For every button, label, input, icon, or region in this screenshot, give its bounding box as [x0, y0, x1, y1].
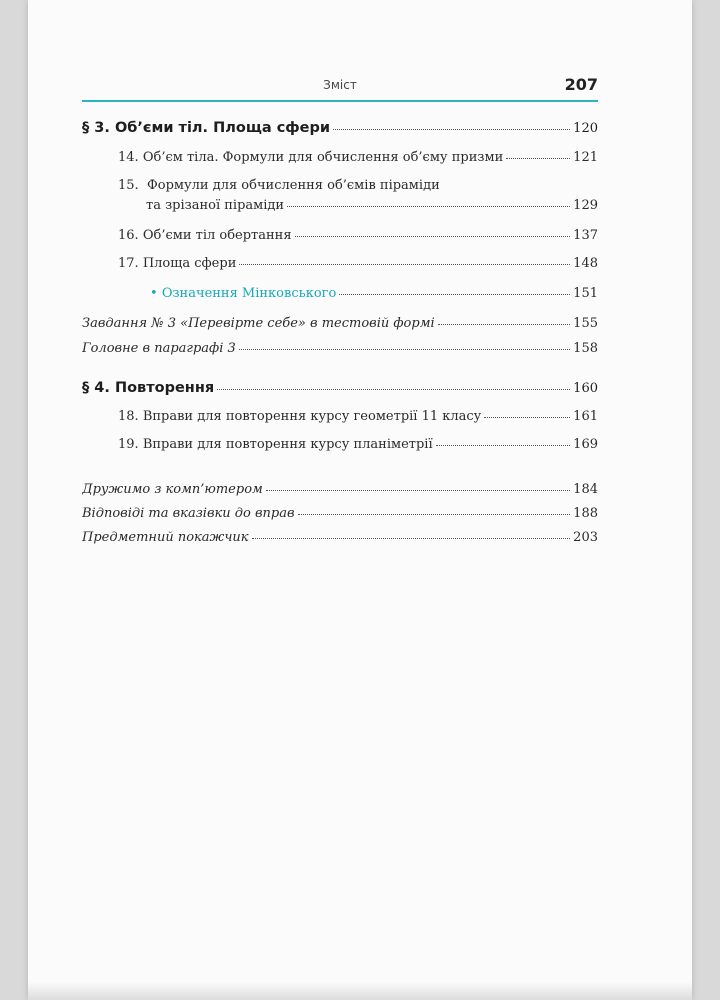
- leader-dots: [506, 158, 570, 159]
- toc-item-19-label: Вправи для повторення курсу планіметрії: [142, 437, 433, 452]
- toc-main-3-label: Головне в параграфі 3: [82, 341, 236, 356]
- toc-item-19[interactable]: [118, 437, 598, 452]
- toc-item-19-page: 169: [573, 437, 598, 452]
- toc-item-14[interactable]: [118, 150, 598, 165]
- leader-dots: [484, 417, 570, 418]
- toc-task-3-label: Завдання № 3 «Перевірте себе» в тестовій формі: [82, 316, 435, 331]
- toc-item-15-page: 129: [573, 198, 598, 213]
- page-edge-shadow: [28, 982, 692, 1000]
- toc-answers[interactable]: [82, 506, 598, 521]
- leader-dots: [339, 294, 570, 295]
- toc-item-14-label: Об’єм тіла. Формули для обчислення об’єму призми: [142, 150, 504, 165]
- toc-item-number: 17.: [118, 256, 139, 271]
- leader-dots: [436, 445, 571, 446]
- toc-task-3[interactable]: [82, 316, 598, 331]
- toc-item-number: 19.: [118, 437, 139, 452]
- toc-item-number: 14.: [118, 150, 139, 165]
- toc-item-16-page: 137: [573, 228, 598, 243]
- toc-item-18[interactable]: [118, 409, 598, 424]
- toc-computer[interactable]: [82, 482, 598, 497]
- toc-main-3-page: 158: [573, 341, 598, 356]
- toc-item-18-page: 161: [573, 409, 598, 424]
- toc-item-15-first-line[interactable]: [118, 178, 440, 193]
- toc-section-3-label: § 3. Об’єми тіл. Площа сфери: [82, 120, 331, 136]
- toc-task-3-page: 155: [573, 316, 598, 331]
- toc-computer-label: Дружимо з комп’ютером: [82, 482, 263, 497]
- toc-index-page: 203: [573, 530, 598, 545]
- toc-item-17[interactable]: [118, 256, 598, 271]
- toc-item-15-label-line1: Формули для обчислення об’ємів піраміди: [146, 178, 440, 193]
- leader-dots: [295, 236, 571, 237]
- toc-index-label: Предметний покажчик: [82, 530, 249, 545]
- leader-dots: [287, 206, 570, 207]
- toc-computer-page: 184: [573, 482, 598, 497]
- header-page-number: 207: [564, 75, 598, 94]
- page-header: [82, 74, 598, 98]
- toc-section-4[interactable]: [82, 380, 598, 396]
- toc-item-18-label: Вправи для повторення курсу геометрії 11 класу: [142, 409, 482, 424]
- toc-item-16-label: Об’єми тіл обертання: [142, 228, 292, 243]
- leader-dots: [217, 389, 570, 390]
- toc-section-4-page: 160: [573, 381, 598, 396]
- toc-item-14-page: 121: [573, 150, 598, 165]
- toc-answers-label: Відповіді та вказівки до вправ: [82, 506, 295, 521]
- toc-item-15-label-line2: та зрізаної піраміди: [146, 198, 285, 213]
- bullet-icon: •: [150, 286, 158, 301]
- toc-item-number: 16.: [118, 228, 139, 243]
- header-rule: [82, 100, 598, 102]
- toc-answers-page: 188: [573, 506, 598, 521]
- toc-item-17-page: 148: [573, 256, 598, 271]
- toc-main-3[interactable]: [82, 341, 598, 356]
- leader-dots: [239, 264, 570, 265]
- toc-item-minkowski[interactable]: [150, 286, 598, 301]
- leader-dots: [266, 490, 570, 491]
- leader-dots: [252, 538, 571, 539]
- toc-item-number: 18.: [118, 409, 139, 424]
- toc-item-minkowski-label: Означення Мінковського: [161, 286, 337, 301]
- leader-dots: [298, 514, 571, 515]
- toc-section-4-label: § 4. Повторення: [82, 380, 215, 396]
- toc-item-15[interactable]: [146, 198, 598, 213]
- toc-item-minkowski-page: 151: [573, 286, 598, 301]
- toc-item-17-label: Площа сфери: [142, 256, 237, 271]
- toc-index[interactable]: [82, 530, 598, 545]
- header-title: Зміст: [323, 78, 357, 92]
- leader-dots: [438, 324, 571, 325]
- leader-dots: [333, 129, 570, 130]
- toc-section-3-page: 120: [573, 121, 598, 136]
- leader-dots: [239, 349, 570, 350]
- toc-item-16[interactable]: [118, 228, 598, 243]
- toc-item-number: 15.: [118, 178, 139, 193]
- toc-section-3[interactable]: [82, 120, 598, 136]
